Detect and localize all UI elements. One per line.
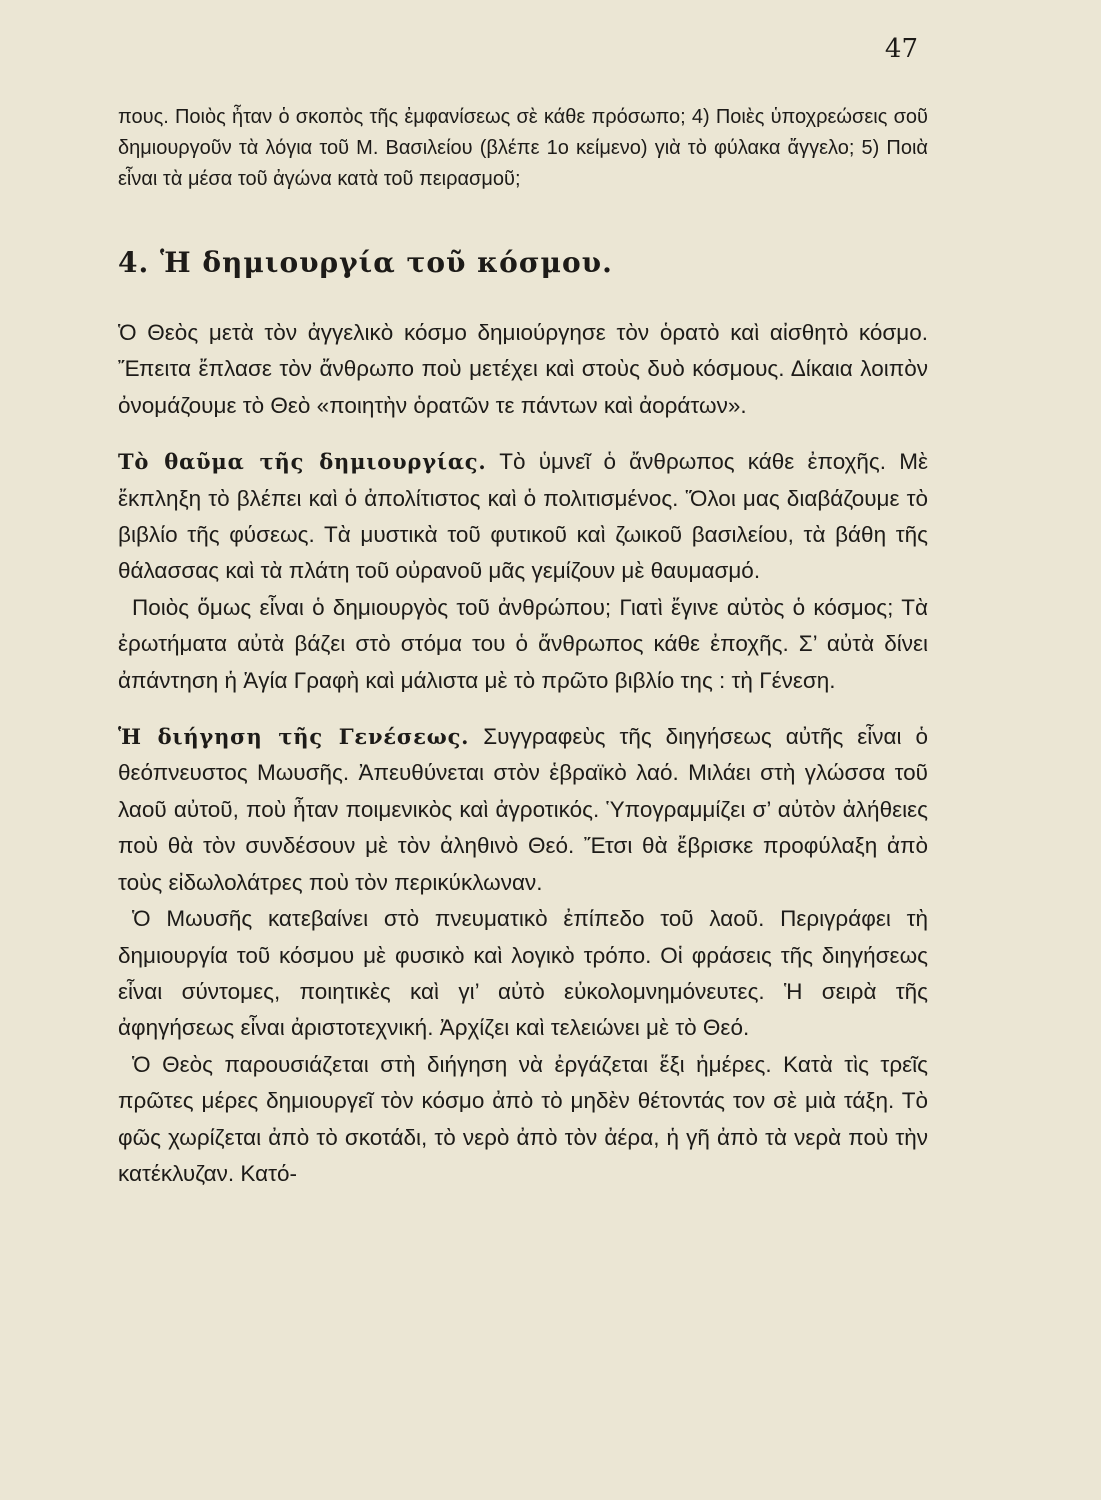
section-body [118, 315, 928, 1192]
section-heading: 4. Ἡ δημιουργία τοῦ κόσμου. [118, 246, 613, 279]
subheading-genesis-narrative: Ἡ διήγηση τῆς Γενέσεως. [118, 724, 470, 750]
paragraph-2 [118, 444, 928, 590]
subheading-wonder-of-creation: Τὸ θαῦμα τῆς δημιουργίας. [118, 449, 487, 475]
intro-paragraph: πους. Ποιὸς ἦταν ὁ σκοπὸς τῆς ἐμφανίσεως σὲ κάθε πρόσωπο; 4) Ποιὲς ὑποχρεώσεις σοῦ δημιουργοῦν τὰ λόγια τοῦ Μ. Βασιλείου (βλέπε 1ο κείμενο) γιὰ τὸ φύλακα ἄγγελο; 5) Ποιὰ εἶναι τὰ μέσα τοῦ ἀγώνα κατὰ τοῦ πειρασμοῦ; [118, 106, 928, 190]
paragraph-6: Ὁ Θεὸς παρουσιάζεται στὴ διήγηση νὰ ἐργάζεται ἕξι ἡμέρες. Κατὰ τὶς τρεῖς πρῶτες μέρες δημιουργεῖ τὸν κόσμο ἀπὸ τὸ μηδὲν θέτοντάς τον σὲ μιὰ τάξη. Τὸ φῶς χωρίζεται ἀπὸ τὸ σκοτάδι, τὸ νερὸ ἀπὸ τὸν ἀέρα, ἡ γῆ ἀπὸ τὰ νερὰ ποὺ τὴν κατέκλυζαν. Κατό- [118, 1051, 928, 1186]
paragraph-3: Ποιὸς ὅμως εἶναι ὁ δημιουργὸς τοῦ ἀνθρώπου; Γιατὶ ἔγινε αὐτὸς ὁ κόσμος; Τὰ ἐρωτήματα αὐτὰ βάζει στὸ στόμα του ὁ ἄνθρωπος κάθε ἐποχῆς. Σ’ αὐτὰ δίνει ἀπάντηση ἡ Ἁγία Γραφὴ καὶ μάλιστα μὲ τὸ πρῶτο βιβλίο της : τὴ Γένεση. [118, 594, 928, 693]
paragraph-5: Ὁ Μωυσῆς κατεβαίνει στὸ πνευματικὸ ἐπίπεδο τοῦ λαοῦ. Περιγράφει τὴ δημιουργία τοῦ κόσμου μὲ φυσικὸ καὶ λογικὸ τρόπο. Οἱ φράσεις τῆς διηγήσεως εἶναι σύντομες, ποιητικὲς καὶ γι’ αὐτὸ εὐκολομνημόνευτες. Ἡ σειρὰ τῆς ἀφηγήσεως εἶναι ἀριστοτεχνική. Ἀρχίζει καὶ τελειώνει μὲ τὸ Θεό. [118, 906, 928, 1041]
paragraph-1: Ὁ Θεὸς μετὰ τὸν ἀγγελικὸ κόσμο δημιούργησε τὸν ὁρατὸ καὶ αἰσθητὸ κόσμο. Ἔπειτα ἔπλασε τὸν ἄνθρωπο ποὺ μετέχει καὶ στοὺς δυὸ κόσμους. Δίκαια λοιπὸν ὀνομάζουμε τὸ Θεὸ «ποιητὴν ὁρατῶν τε πάντων καὶ ἀοράτων». [118, 320, 928, 418]
paragraph-2-text: Τὸ ὑμνεῖ ὁ ἄνθρωπος κάθε ἐποχῆς. Μὲ ἔκπληξη τὸ βλέπει καὶ ὁ ἀπολίτιστος καὶ ὁ πολιτισμένος. Ὅλοι μας διαβάζουμε τὸ βιβλίο τῆς φύσεως. Τὰ μυστικὰ τοῦ φυτικοῦ καὶ ζωικοῦ βασιλείου, τὰ βάθη τῆς θάλασσας καὶ τὰ πλάτη τοῦ οὐρανοῦ μᾶς γεμίζουν μὲ θαυμασμό. [118, 449, 928, 584]
intro-block [118, 102, 928, 195]
paragraph-4-text: Συγγραφεὺς τῆς διηγήσεως αὐτῆς εἶναι ὁ θεόπνευστος Μωυσῆς. Ἀπευθύνεται στὸν ἑβραϊκὸ λαό. Μιλάει στὴ γλώσσα τοῦ λαοῦ αὐτοῦ, ποὺ ἦταν ποιμενικὸς καὶ ἀγροτικός. Ὑπογραμμίζει σ’ αὐτὸν ἀλήθειες ποὺ θὰ τὸν συνδέσουν μὲ τὸν ἀληθινὸ Θεό. Ἔτσι θὰ ἔβρισκε προφύλαξη ἀπὸ τοὺς εἰδωλολάτρες ποὺ τὸν περικύκλωναν. [118, 724, 928, 895]
paragraph-4 [118, 719, 928, 901]
page-number: 47 [884, 34, 918, 64]
